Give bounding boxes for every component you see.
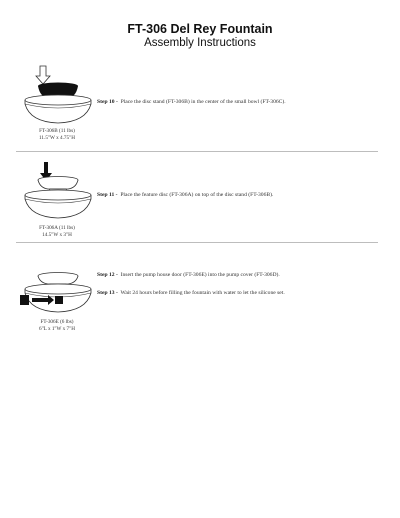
down-arrow-icon bbox=[36, 66, 50, 84]
right-arrow-icon bbox=[32, 295, 54, 305]
part-caption: FT-306E (6 lbs) 6"L x 1"W x 7"H bbox=[38, 319, 76, 332]
part-caption: FT-306A (11 lbs) 14.5"W x 3"H bbox=[39, 225, 75, 238]
step-12: Step 12 - Insert the pump house door (FT-306E) into the pump cover (FT-306D). bbox=[97, 272, 280, 278]
pump-house-door-illustration bbox=[18, 268, 96, 324]
step-10: Step 10 - Place the disc stand (FT-306B) in the center of the small bowl (FT-306C). bbox=[97, 99, 286, 105]
document-subtitle: Assembly Instructions bbox=[144, 37, 256, 49]
pump-door-shape bbox=[20, 295, 29, 305]
step-11: Step 11 - Place the feature disc (FT-306A) on top of the disc stand (FT-306B). bbox=[97, 192, 274, 198]
disc-stand-in-bowl-illustration bbox=[18, 62, 94, 128]
part-caption: FT-306B (11 lbs) 11.5"W x 4.75"H bbox=[39, 128, 75, 141]
feature-disc-shape bbox=[38, 177, 78, 190]
document-title: FT-306 Del Rey Fountain bbox=[127, 22, 273, 36]
section-divider bbox=[16, 151, 378, 152]
small-bowl-shape bbox=[25, 190, 91, 218]
small-bowl-shape bbox=[25, 95, 91, 123]
section-divider bbox=[16, 242, 378, 243]
step-13: Step 13 - Wait 24 hours before filling the fountain with water to let the silicone set. bbox=[97, 290, 285, 296]
feature-disc-on-stand-illustration bbox=[18, 160, 94, 224]
